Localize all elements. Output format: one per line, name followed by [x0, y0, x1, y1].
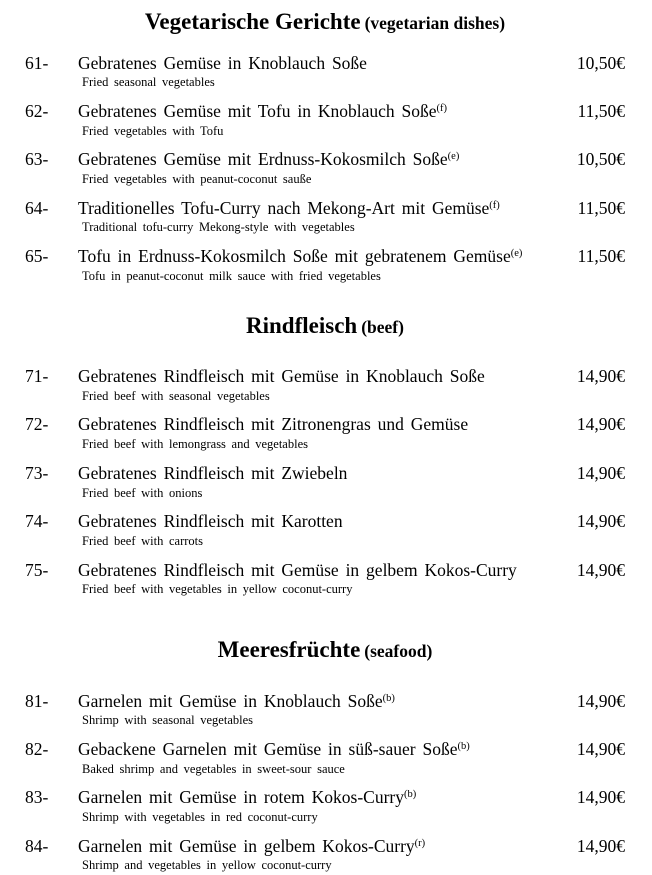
item-price: 14,90€ — [576, 835, 625, 856]
item-main — [78, 738, 569, 777]
section-title-de: Vegetarische Gerichte — [144, 9, 361, 34]
item-price: 14,90€ — [576, 511, 625, 532]
item-description: Fried beef with carrots — [82, 533, 204, 548]
item-price: 10,50€ — [576, 52, 625, 73]
item-description: Fried beef with onions — [82, 485, 203, 500]
menu-item — [25, 462, 625, 501]
item-main — [78, 365, 569, 404]
item-main — [78, 100, 570, 139]
item-number: 71- — [25, 366, 49, 387]
item-description: Traditional tofu-curry Mekong-style with vegetables — [82, 220, 355, 235]
item-description: Shrimp with seasonal vegetables — [82, 713, 254, 728]
menu-item — [25, 413, 625, 452]
item-footnote: (r) — [414, 837, 426, 849]
item-number: 82- — [25, 738, 49, 759]
item-number: 64- — [25, 197, 49, 218]
item-description: Tofu in peanut-coconut milk sauce with fried vegetables — [82, 268, 381, 283]
item-main — [78, 148, 569, 187]
item-number: 73- — [25, 462, 49, 483]
item-price: 10,50€ — [576, 149, 625, 170]
menu-item — [25, 148, 625, 187]
menu-item — [25, 786, 625, 825]
item-name: Gebratenes Rindfleisch mit Zitronengras und Gemüse — [78, 414, 469, 435]
item-number: 62- — [25, 100, 49, 121]
menu-item — [25, 559, 625, 598]
menu-item — [25, 365, 625, 404]
item-description: Fried seasonal vegetables — [82, 75, 215, 90]
section-title-de: Rindfleisch — [246, 313, 358, 339]
item-price: 11,50€ — [577, 100, 625, 121]
item-number: 61- — [25, 52, 49, 73]
item-number: 75- — [25, 559, 49, 580]
item-number: 84- — [25, 835, 49, 856]
item-number: 83- — [25, 787, 49, 808]
item-price: 14,90€ — [576, 366, 625, 387]
item-main — [78, 413, 569, 452]
item-name: Garnelen mit Gemüse in rotem Kokos-Curry$^{(b)}$ — [78, 787, 417, 808]
menu-item — [25, 100, 625, 139]
item-price: 14,90€ — [576, 559, 625, 580]
item-footnote: (b) — [382, 692, 395, 704]
item-main — [78, 786, 569, 825]
menu-item — [25, 835, 625, 874]
menu-item — [25, 690, 625, 729]
item-footnote: (f) — [436, 102, 448, 114]
item-name: Gebratenes Rindfleisch mit Gemüse in Knoblauch Soße — [78, 366, 485, 387]
item-main — [78, 510, 569, 549]
item-description: Fried beef with lemongrass and vegetables — [82, 437, 308, 452]
item-main — [78, 559, 569, 598]
section-title-de: Meeresfrüchte — [217, 636, 361, 662]
item-description: Shrimp with vegetables in red coconut-curry — [82, 810, 318, 825]
item-name: Gebratenes Rindfleisch mit Gemüse in gelbem Kokos-Curry — [78, 559, 517, 580]
item-price: 14,90€ — [576, 787, 625, 808]
item-main — [78, 462, 569, 501]
menu-item — [25, 52, 625, 91]
item-main — [78, 245, 570, 284]
section-title-en: (seafood) — [364, 640, 433, 661]
item-name: Gebratenes Gemüse in Knoblauch Soße — [78, 52, 367, 73]
section-title-beef — [25, 312, 625, 340]
item-description: Fried beef with seasonal vegetables — [82, 388, 270, 403]
section-title-en: (vegetarian dishes) — [364, 13, 506, 33]
item-number: 72- — [25, 414, 49, 435]
item-price: 11,50€ — [577, 197, 625, 218]
item-name: Gebratenes Gemüse mit Tofu in Knoblauch Soße$^{(f)}$ — [78, 100, 448, 121]
section-title-en: (beef) — [361, 317, 404, 338]
item-main — [78, 52, 569, 91]
item-name: Garnelen mit Gemüse in Knoblauch Soße$^{(b)}$ — [78, 690, 395, 711]
item-price: 14,90€ — [576, 690, 625, 711]
item-footnote: (b) — [457, 740, 470, 752]
menu-item — [25, 197, 625, 236]
item-main — [78, 197, 570, 236]
item-description: Fried vegetables with peanut-coconut sauße — [82, 172, 312, 187]
menu-item — [25, 738, 625, 777]
item-number: 65- — [25, 246, 49, 267]
menu-item — [25, 245, 625, 284]
menu-item — [25, 510, 625, 549]
item-footnote: (e) — [510, 248, 523, 260]
item-price: 11,50€ — [577, 246, 625, 267]
item-name: Gebratenes Rindfleisch mit Karotten — [78, 511, 343, 532]
item-footnote: (f) — [489, 199, 500, 211]
item-price: 14,90€ — [576, 414, 625, 435]
item-description: Shrimp and vegetables in yellow coconut-curry — [82, 858, 332, 873]
item-description: Fried beef with vegetables in yellow coconut-curry — [82, 582, 353, 597]
item-name: Gebackene Garnelen mit Gemüse in süß-sauer Soße$^{(b)}$ — [78, 738, 470, 759]
item-price: 14,90€ — [576, 738, 625, 759]
item-footnote: (e) — [447, 151, 460, 163]
item-number: 81- — [25, 690, 49, 711]
item-price: 14,90€ — [576, 462, 625, 483]
item-name: Garnelen mit Gemüse in gelbem Kokos-Curry$^{(r)}$ — [78, 835, 426, 856]
item-name: Traditionelles Tofu-Curry nach Mekong-Art mit Gemüse$^{(f)}$ — [78, 197, 500, 218]
item-description: Fried vegetables with Tofu — [82, 123, 224, 138]
item-footnote: (b) — [403, 789, 417, 801]
item-main — [78, 835, 569, 874]
section-title-vegetarian — [25, 8, 625, 36]
item-number: 63- — [25, 149, 49, 170]
section-title-seafood — [25, 636, 625, 664]
item-main — [78, 690, 569, 729]
item-name: Tofu in Erdnuss-Kokosmilch Soße mit gebratenem Gemüse$^{(e)}$ — [78, 246, 523, 267]
item-description: Baked shrimp and vegetables in sweet-sour sauce — [82, 761, 345, 776]
item-number: 74- — [25, 511, 49, 532]
item-name: Gebratenes Gemüse mit Erdnuss-Kokosmilch Soße$^{(e)}$ — [78, 149, 460, 170]
item-name: Gebratenes Rindfleisch mit Zwiebeln — [78, 462, 348, 483]
